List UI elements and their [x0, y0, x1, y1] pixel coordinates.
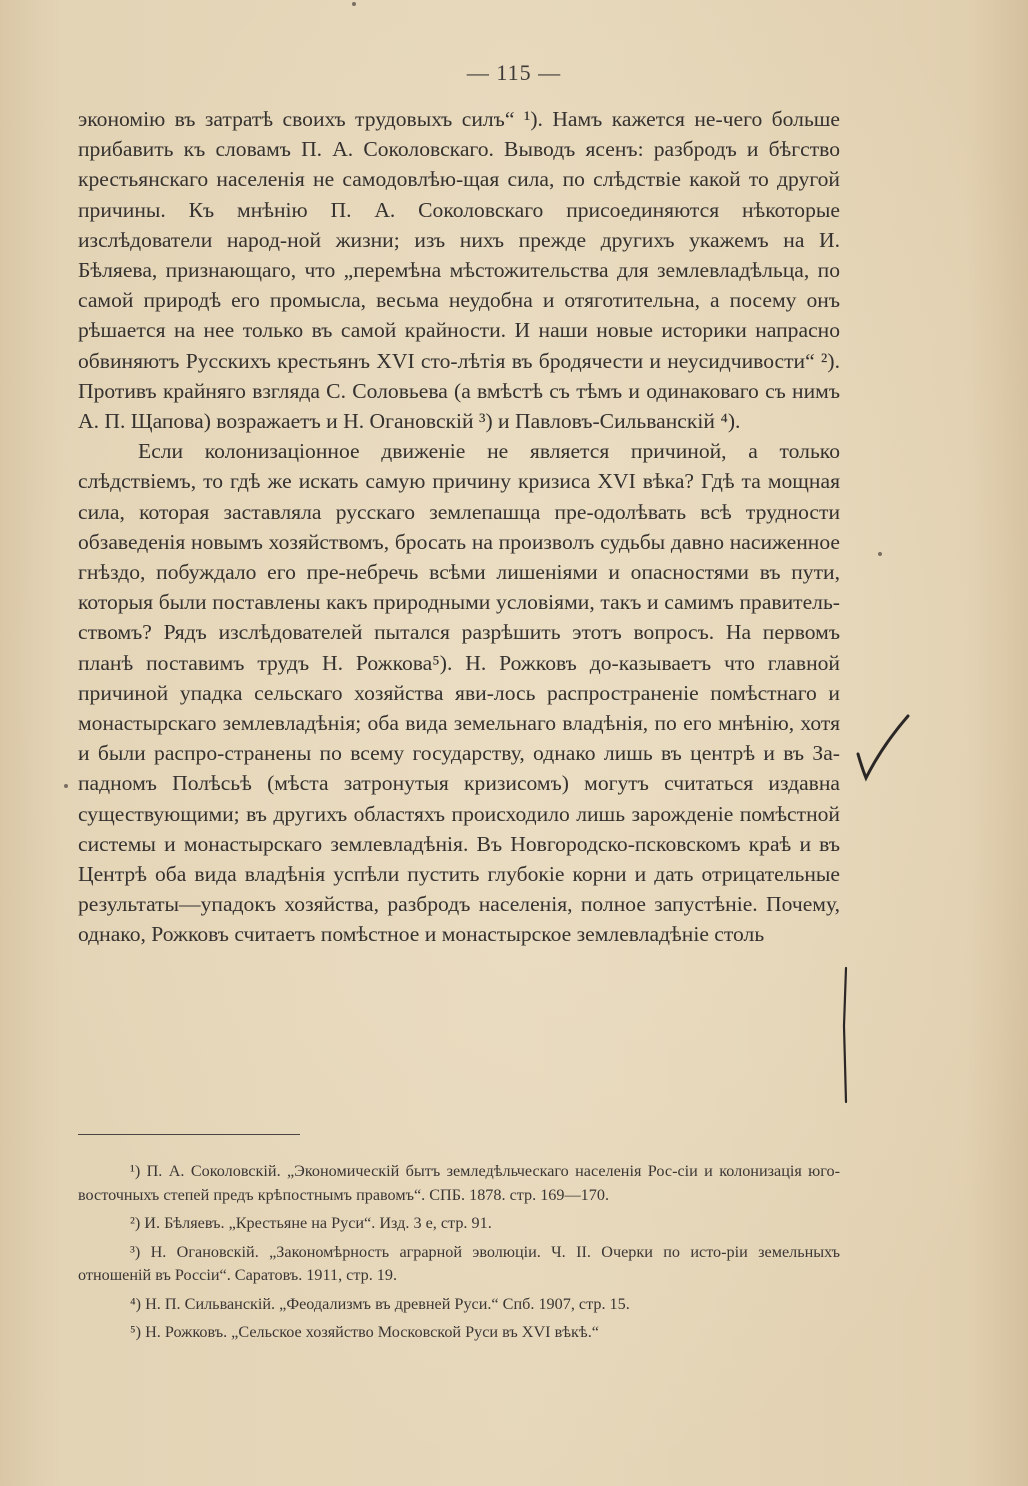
footnotes — [78, 1160, 840, 1350]
footnote-5: ⁵) Н. Рожковъ. „Сельское хозяйство Московской Руси въ XVI вѣкѣ.“ — [130, 1323, 599, 1341]
pencil-check-mark-icon — [852, 712, 912, 782]
pencil-margin-line-icon — [836, 966, 856, 1106]
speck-mark — [64, 784, 68, 788]
footnote-4: ⁴) Н. П. Сильванскій. „Феодализмъ въ древней Руси.“ Спб. 1907, стр. 15. — [130, 1294, 630, 1313]
footnote-1: ¹) П. А. Соколовскій. „Экономическій бытъ земледѣльческаго населенія Рос-сіи и колонизація юго-восточныхъ степей предъ крѣпостнымъ правомъ“. СПБ. 1878. стр. 169—170. — [78, 1162, 840, 1204]
paragraph-1: экономію въ затратѣ своихъ трудовыхъ силъ“ ¹). Намъ кажется не-чего больше прибавить къ словамъ П. А. Соколовскаго. Выводъ ясенъ: разбродъ и бѣгство крестьянскаго населенія не самодовлѣю-щая сила, по слѣдствіе какой то другой причины. Къ мнѣнію П. А. Соколовскаго присоединяются нѣкоторые изслѣдователи народ-ной жизни; изъ нихъ прежде другихъ укажемъ на И. Бѣляева, признающаго, что „перемѣна мѣстожительства для землевладѣльца, по самой природѣ его промысла, весьма неудобна и отяготительна, а посему онъ рѣшается на нее только въ самой крайности. И наши новые историки напрасно обвиняютъ Русскихъ крестьянъ XVI сто-лѣтія въ бродячести и неусидчивости“ ²). Противъ крайняго взгляда С. Соловьева (а вмѣстѣ съ тѣмъ и одинаковаго съ нимъ А. П. Щапова) возражаетъ и Н. Огановскій ³) и Павловъ-Сильванскій ⁴). — [78, 107, 840, 434]
page-number: — 115 — — [466, 60, 562, 85]
paragraph-2: Если колонизаціонное движеніе не является причиной, а только слѣдствіемъ, то гдѣ же искать самую причину кризиса XVI вѣка? Гдѣ та мощная сила, которая заставляла русскаго землепашца пре-одолѣвать всѣ трудности обзаведенія новымъ хозяйствомъ, бросать на произволъ судьбы давно насиженное гнѣздо, побуждало его пре-небречь всѣми лишеніями и опасностями въ пути, которыя были поставлены какъ природными условіями, такъ и самимъ правитель-ствомъ? Рядъ изслѣдователей пытался разрѣшить этотъ вопросъ. На первомъ планѣ поставимъ трудъ Н. Рожкова⁵). Н. Рожковъ до-казываетъ что главной причиной упадка сельскаго хозяйства яви-лось распространеніе помѣстнаго и монастырскаго землевладѣнія; оба вида земельнаго владѣнія, по его мнѣнію, хотя и были распро-странены по всему государству, однако лишь въ центрѣ и въ За-падномъ Полѣсьѣ (мѣста затронутыя кризисомъ) могутъ считаться издавна существующими; въ другихъ областяхъ происходило лишь зарожденіе помѣстной системы и монастырскаго землевладѣнія. Въ Новгородско-псковскомъ краѣ и въ Центрѣ оба вида владѣнія успѣли пустить глубокіе корни и дать отрицательные результаты—упадокъ хозяйства, разбродъ населенія, полное запустѣніе. Почему, однако, Рожковъ считаетъ помѣстное и монастырское землевладѣніе столь — [78, 439, 840, 947]
speck-mark — [352, 2, 356, 6]
footnote-3: ³) Н. Огановскій. „Закономѣрность аграрной эволюціи. Ч. II. Очерки по исто-ріи земельныхъ отношеній въ Россіи“. Саратовъ. 1911, стр. 19. — [78, 1242, 840, 1284]
footnote-separator — [78, 1134, 300, 1135]
speck-mark — [878, 552, 882, 556]
main-text — [78, 104, 840, 950]
footnote-2: ²) И. Бѣляевъ. „Крестьяне на Руси“. Изд. 3 е, стр. 91. — [130, 1214, 492, 1232]
